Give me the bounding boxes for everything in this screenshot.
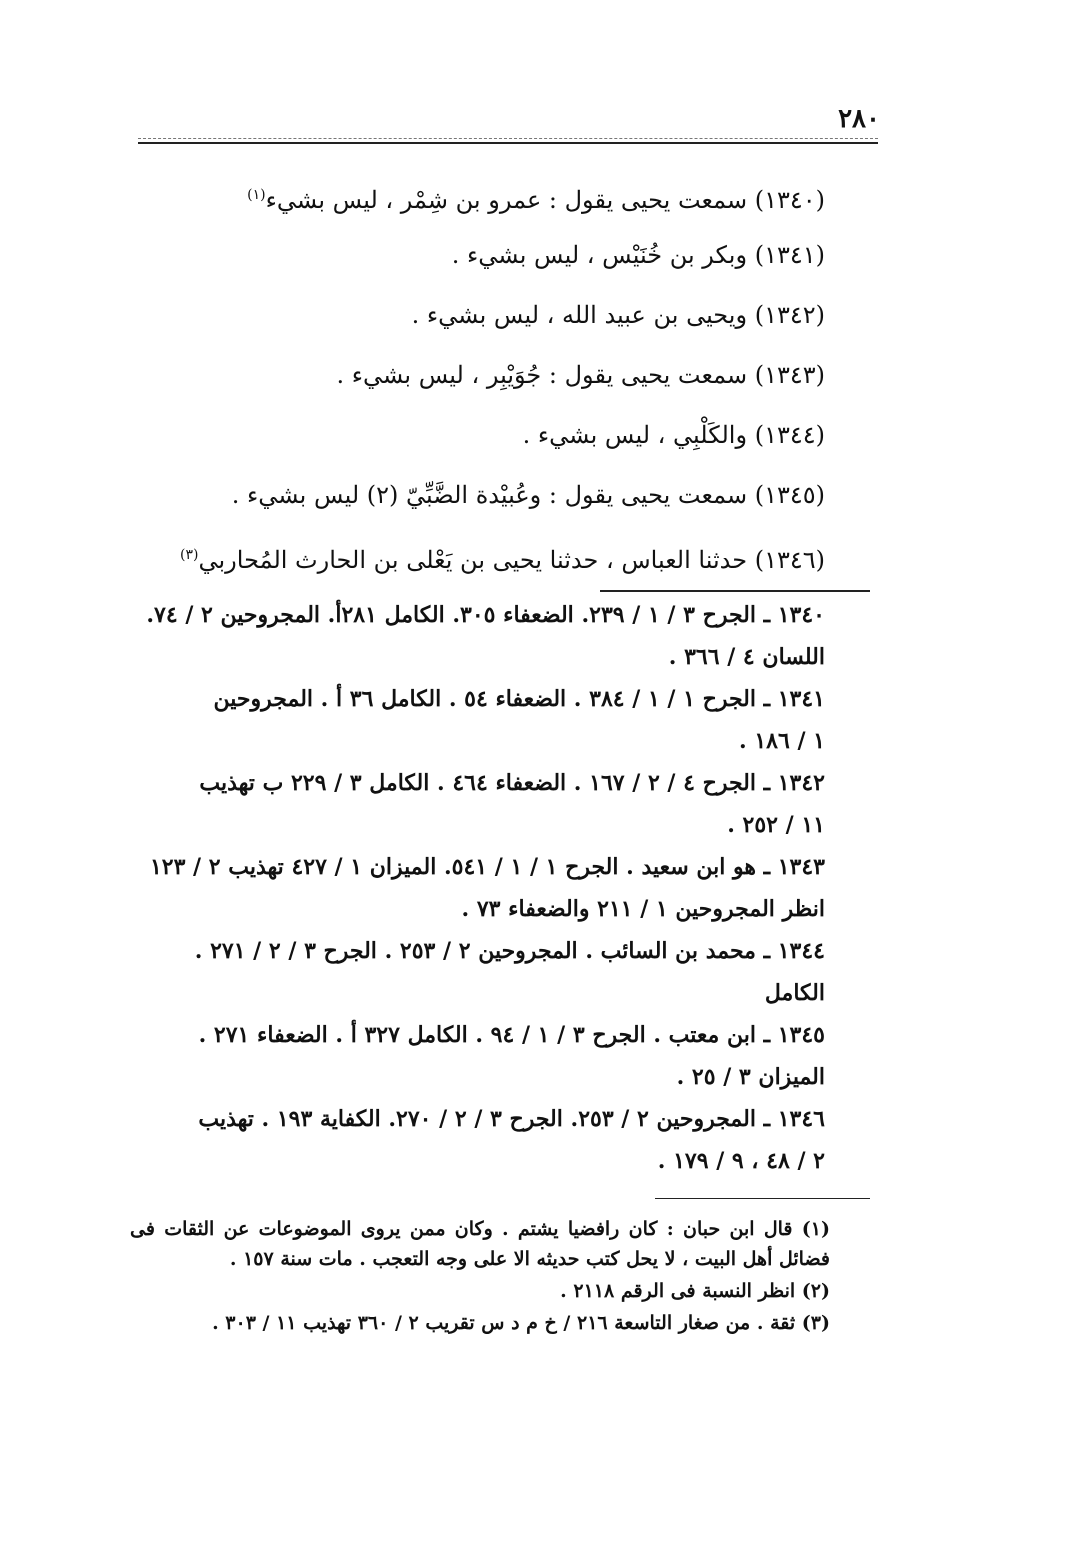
narration-line	[150, 172, 825, 232]
reference-entry	[140, 678, 825, 762]
reference-entry	[140, 762, 825, 846]
reference-line: ١٣٤٠ ـ الجرح ٣ / ١ / ٢٣٩. الضعفاء ٣٠٥. الكامل ٢٨١أ. المجروحين ٢ / ٧٤.	[146, 602, 825, 628]
reference-line: ١٣٤٤ ـ محمد بن السائب . المجروحين ٢ / ٢٥٣ . الجرح ٣ / ٢ / ٢٧١ . الكامل	[194, 938, 825, 1006]
narration-line	[150, 352, 825, 412]
footnote: (١) قال ابن حبان : كان رافضيا يشتم . وكان ممن يروى الموضوعات عن الثقات فى فضائل أهل البيت ، لا يحل كتب حديثه الا على وجه التعجب . مات سنة ١٥٧ .	[130, 1218, 830, 1270]
reference-line: ١ / ١٨٦ .	[739, 728, 825, 754]
narration-text: (١٣٤٤) والكَلْبِي ، ليس بشيء .	[522, 421, 825, 449]
narration-text: (١٣٤١) وبكر بن خُنَيْس ، ليس بشيء .	[451, 241, 825, 269]
narration-line	[150, 532, 825, 592]
reference-entry	[140, 594, 825, 678]
narration-line	[150, 292, 825, 352]
references-list	[140, 594, 825, 1182]
reference-line: ١٣٤٦ ـ المجروحين ٢ / ٢٥٣. الجرح ٣ / ٢ / ٢٧٠. الكفاية ١٩٣ . تهذيب	[198, 1106, 825, 1132]
reference-line: ١٣٤٥ ـ ابن معتب . الجرح ٣ / ١ / ٩٤ . الكامل ٣٢٧ أ . الضعفاء ٢٧١ .	[198, 1022, 825, 1048]
header-rule-dashed	[138, 138, 878, 139]
footnote: (٢) انظر النسبة فى الرقم ٢١١٨ .	[560, 1280, 830, 1302]
reference-line: الميزان ٣ / ٢٥ .	[676, 1064, 825, 1090]
header-rule	[138, 142, 878, 144]
footnote-marker: (٣)	[180, 547, 199, 563]
reference-line: ١٣٤٢ ـ الجرح ٤ / ٢ / ١٦٧ . الضعفاء ٤٦٤ . الكامل ٣ / ٢٢٩ ب تهذيب	[199, 770, 825, 796]
narration-line	[150, 232, 825, 292]
page-number: ٢٨٠	[838, 104, 880, 134]
narration-line	[150, 472, 825, 532]
reference-line: اللسان ٤ / ٣٦٦ .	[668, 644, 825, 670]
reference-entry	[140, 930, 825, 1014]
reference-line: انظر المجروحين ١ / ٢١١ والضعفاء ٧٣ .	[461, 896, 825, 922]
reference-entry	[140, 846, 825, 930]
narration-line	[150, 412, 825, 472]
footnotes-rule	[655, 1198, 870, 1199]
narration-text: (١٣٤٥) سمعت يحيى يقول : وعُبيْدة الضَّبِّيّ (٢) ليس بشيء .	[231, 481, 825, 509]
footnote: (٣) ثقة . من صغار التاسعة ٢١٦ / خ م د س تقريب ٢ / ٣٦٠ تهذيب ١١ / ٣٠٣ .	[212, 1312, 830, 1334]
narration-text: (١٣٤٢) ويحيى بن عبيد الله ، ليس بشيء .	[411, 301, 825, 329]
narrations-list	[150, 172, 825, 592]
narration-text: (١٣٤٣) سمعت يحيى يقول : جُوَيْبِر ، ليس بشيء .	[336, 361, 825, 389]
narration-text: (١٣٤٠) سمعت يحيى يقول : عمرو بن شِمْر ، ليس بشيء	[265, 186, 825, 214]
narration-text: (١٣٤٦) حدثنا العباس ، حدثنا يحيى بن يَعْلى بن الحارث المُحاربي	[198, 546, 825, 574]
footnotes-list	[130, 1214, 830, 1338]
reference-line: ١١ / ٢٥٢ .	[727, 812, 825, 838]
reference-line: ١٣٤١ ـ الجرح ١ / ١ / ٣٨٤ . الضعفاء ٥٤ . الكامل ٣٦ أ . المجروحين	[213, 686, 825, 712]
references-rule	[600, 590, 870, 592]
footnote-marker: (١)	[247, 187, 266, 203]
reference-line: ١٣٤٣ ـ هو ابن سعيد . الجرح ١ / ١ / ٥٤١. الميزان ١ / ٤٢٧ تهذيب ٢ / ١٢٣	[149, 854, 825, 880]
reference-entry	[140, 1098, 825, 1182]
reference-entry	[140, 1014, 825, 1098]
reference-line: ٢ / ٤٨ ، ٩ / ١٧٩ .	[657, 1148, 825, 1174]
